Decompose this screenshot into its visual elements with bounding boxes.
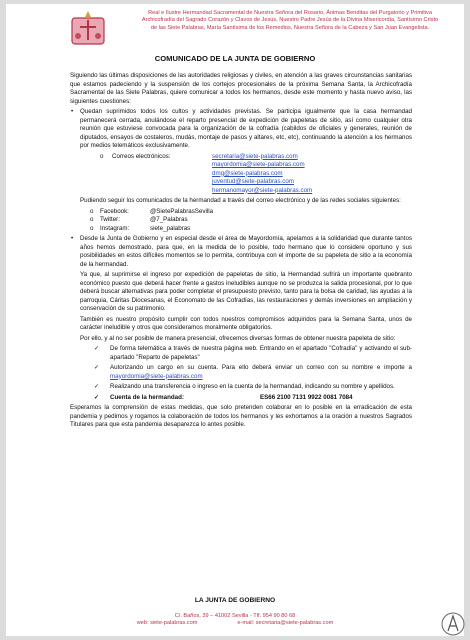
check-icon: ✓ <box>94 364 100 371</box>
social-item-facebook <box>90 208 412 217</box>
bullet-marker: • <box>71 108 74 115</box>
social-network: Facebook: <box>100 207 129 215</box>
intro-paragraph: Siguiendo las últimas disposiciones de las autoridades religiosas y civiles, en atención a las graves circunstancias sanitarias que estamos padeciendo y la suspensión de los cortejos procesionales de la próxima Semana Santa, la Archicofradía Sacramental de las Siete Palabras, quiere comunicar a todos los hermanos, desde este momento y hasta nuevo aviso, las siguientes cuestiones: <box>70 72 412 105</box>
email-link-dmg[interactable]: dmg@siete-palabras.com <box>212 169 283 177</box>
check-icon: ✓ <box>94 393 100 401</box>
email-link-juventud[interactable]: juventud@siete-palabras.com <box>212 178 294 185</box>
document-page <box>6 4 464 636</box>
donations-paragraph-2: Ya que, al suprimirse el ingreso por expedición de papeletas de sitio, la Hermandad sufrirá un importante quebranto económico puesto que deberá hacer frente a gastos ineludibles aunque no se produzca la salida procesional, por lo que deberá buscar alternativas para poder completar el presupuesto previsto, tanto para la bolsa de caridad, las ayudas a la parroquia, Cáritas Diocesanas, el Economato de las Cofradías, las restauraciones y demás inversiones en ampliación y conservación de su patrimonio. <box>80 271 412 312</box>
signature: LA JUNTA DE GOBIERNO <box>194 597 276 604</box>
social-item-instagram <box>90 225 412 234</box>
bullet-cancellations <box>70 108 412 233</box>
corner-stamp-icon <box>440 609 466 639</box>
email-link-secretaria[interactable]: secretaria@siete-palabras.com <box>212 152 298 160</box>
email-link-mayordomia[interactable]: mayordomia@siete-palabras.com <box>212 161 305 168</box>
brotherhood-crest-icon <box>66 8 110 48</box>
option-transfer <box>94 383 412 392</box>
footer-web[interactable]: web: siete-palabras.com <box>136 620 198 627</box>
social-intro: Pudiendo seguir los comunicados de la hermandad a través del correo electrónico y de las redes sociales siguientes: <box>80 197 401 204</box>
email-link-hermanomayor[interactable]: hermanomayor@siete-palabras.com <box>212 186 313 194</box>
document-body <box>70 72 412 432</box>
account-number: ES66 2100 7131 9922 0081 7084 <box>260 393 353 401</box>
cancellations-paragraph: Quedan suprimidos todos los cultos y actividades previstas. Se participa igualmente que la casa hermandad permanecerá cerrada, anulándose el reparto presencial de expedición de papeletas de sitio, así como cualquier otra reunión que estuviese convocada para la organización de la cofradía (cabildos de oficiales y generales, reunión de diputados, ensayos de costaleros, mudás, montaje de pasos y altares, etc, etc), continuando la atención a los hermanos por medios telemáticos exclusivamente. <box>80 108 412 149</box>
list-marker: o <box>100 152 104 160</box>
header-line: de las Siete Palabras, María Santísima de los Remedios, Nuestra Señora de la Cabeza y San Juan Evangelista. <box>150 24 430 31</box>
donations-paragraph-4: Por ello, y al no ser posible de manera presencial, ofrecemos diversas formas de obtener nuestra papeleta de sitio: <box>80 334 396 342</box>
social-handle: @SietePalabrasSevilla <box>150 207 214 215</box>
brotherhood-header <box>116 10 464 32</box>
social-network: Twitter: <box>100 216 120 223</box>
option-web <box>94 345 412 362</box>
bullet-donations <box>70 235 412 402</box>
footer <box>6 613 464 628</box>
payment-options <box>94 345 412 402</box>
header-line: Real e Ilustre Hermandad Sacramental de Nuestra Señora del Rosario, Ánimas Benditas del Purgatorio y Primitiva <box>148 10 432 16</box>
list-marker: o <box>90 224 94 232</box>
closing-paragraph: Esperamos la comprensión de estas medidas, que solo pretenden colaborar en lo posible en la erradicación de esta pandemia y pedimos y rogamos la colaboración de todos los hermanos y les exhortamos a la oración a nuestros Sagrados Titulares para que esta pandemia desaparezca lo antes posible. <box>70 404 412 428</box>
donations-paragraph-1: Desde la Junta de Gobierno y en especial desde el área de Mayordomía, apelamos a la solidaridad que durante tantos años hemos demostrado, para que, en la medida de lo posible, todo hermano que lo considere oportuno y sus posibilidades en estos difíciles momentos se lo permita, contribuya con el importe de su papeleta de sitio a la economía de la hermandad. <box>80 235 412 268</box>
email-label: Correos electrónicos: <box>112 152 171 160</box>
option-text: Autorizando un cargo en su cuenta. Para ello deberá enviar un correo con su nombre e importe a <box>110 364 412 371</box>
list-marker: o <box>90 207 94 215</box>
donations-paragraph-3: También es nuestro propósito cumplir con todos nuestros compromisos adquiridos para la Semana Santa, unos de carácter ineludible y otros que consideramos moralmente obligatorios. <box>80 315 412 331</box>
option-text: De forma telemática a través de nuestra página web. Entrando en el apartado "Cofradía" y activando el sub-apartado "Reparto de papeletas" <box>110 345 412 361</box>
header-line: Archicofradía del Sagrado Corazón y Clavos de Jesús, Nuestro Padre Jesús de la Divina Misericordia, Santísimo Cristo <box>141 17 439 24</box>
account-label: Cuenta de la hermandad: <box>110 393 184 401</box>
check-icon: ✓ <box>94 345 100 352</box>
bank-account <box>94 394 412 403</box>
footer-email[interactable]: e-mail: secretaria@siete-palabras.com <box>237 620 334 627</box>
email-list <box>100 153 412 196</box>
social-network: Instagram: <box>100 224 130 232</box>
option-text: Realizando una transferencia o ingreso en la cuenta de la hermandad, indicando su nombre y apellidos. <box>110 383 395 390</box>
social-list <box>90 208 412 234</box>
check-icon: ✓ <box>94 383 100 390</box>
bullet-marker: • <box>71 235 74 242</box>
list-marker: o <box>90 216 94 223</box>
social-handle: @7_Palabras <box>150 216 188 223</box>
email-link-mayordomia[interactable]: mayordomia@siete-palabras.com <box>110 372 203 380</box>
social-item-twitter <box>90 216 412 225</box>
footer-address: C/. Baños, 39 – 41002 Sevilla - Tlf. 954 90 80 68 <box>174 613 296 619</box>
social-handle: siete_palabras <box>150 224 191 232</box>
document-title: COMUNICADO DE LA JUNTA DE GOBIERNO <box>154 54 316 63</box>
option-direct-debit <box>94 364 412 381</box>
